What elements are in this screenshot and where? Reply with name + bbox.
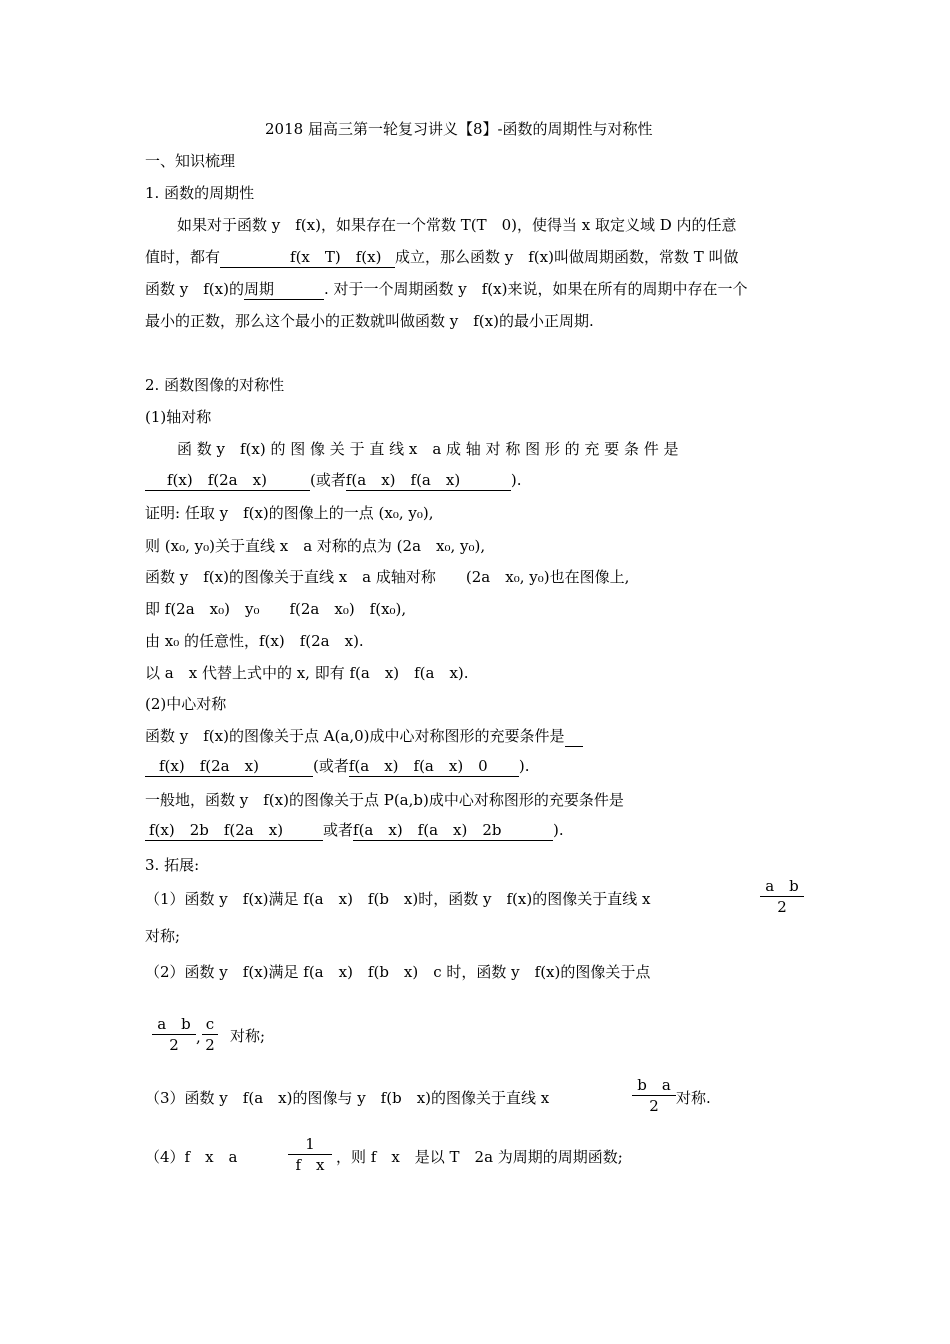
denominator: 2: [205, 1036, 215, 1054]
numerator: b a: [637, 1076, 671, 1094]
blank-answer: f(a x) f(a x): [346, 470, 511, 491]
text: (或者: [310, 471, 346, 489]
extension-item: （2）函数 y f(x)满足 f(a x) f(b x) c 时，函数 y f(x)的图像关于点: [145, 963, 651, 981]
comma: ,: [196, 1028, 201, 1046]
text: ).: [510, 471, 522, 489]
extension-item: 对称.: [676, 1089, 711, 1107]
fraction: [288, 1134, 332, 1175]
extension-item: （1）函数 y f(x)满足 f(a x) f(b x)时，函数 y f(x)的图像关于直线 x: [145, 890, 651, 908]
text: (或者: [313, 757, 349, 775]
fraction: [152, 1014, 196, 1055]
text: . 对于一个周期函数 y f(x)来说，如果在所有的周期中存在一个: [323, 280, 748, 298]
extension-item: 对称;: [230, 1027, 266, 1045]
numerator: a b: [157, 1015, 191, 1033]
fraction: [202, 1014, 218, 1055]
numerator: a b: [765, 877, 799, 895]
proof-line: 函数 y f(x)的图像关于直线 x a 成轴对称 (2a x₀, y₀)也在图像上,: [145, 568, 630, 586]
subsection-heading: (1)轴对称: [145, 408, 212, 426]
extension-item: （4）f x a: [145, 1148, 238, 1166]
section-heading: 一、知识梳理: [145, 152, 236, 170]
extension-item: （3）函数 y f(a x)的图像与 y f(b x)的图像关于直线 x: [145, 1089, 550, 1107]
proof-line: 证明: 任取 y f(x)的图像上的一点 (x₀, y₀),: [145, 504, 434, 522]
paragraph-line: [145, 820, 564, 841]
fraction: [632, 1075, 676, 1116]
blank-answer: [565, 726, 583, 747]
numerator: 1: [305, 1135, 315, 1153]
text: 成立，那么函数 y f(x)叫做周期函数，常数 T 叫做: [395, 248, 739, 266]
blank-answer: 周期: [244, 279, 324, 300]
paragraph-line: [145, 470, 521, 491]
paragraph-line: [145, 247, 739, 268]
blank-answer: f(x) f(2a x): [145, 470, 310, 491]
numerator: c: [205, 1015, 215, 1033]
blank-answer: f(a x) f(a x) 2b: [353, 820, 553, 841]
proof-line: 以 a x 代替上式中的 x, 即有 f(a x) f(a x).: [145, 664, 469, 682]
text: 函数 y f(x)的: [145, 280, 244, 298]
paragraph-line: [145, 726, 583, 747]
subsection-heading: (2)中心对称: [145, 695, 227, 713]
text: ).: [553, 821, 564, 839]
proof-line: 由 x₀ 的任意性，f(x) f(2a x).: [145, 632, 364, 650]
blank-answer: f(x) f(2a x): [145, 756, 313, 777]
blank-answer: f(x) 2b f(2a x): [145, 820, 323, 841]
text: 或者: [323, 821, 354, 839]
denominator: 2: [777, 898, 787, 916]
denominator: 2: [169, 1036, 179, 1054]
subsection-heading: 3. 拓展:: [145, 856, 200, 874]
paragraph-line: [145, 279, 747, 300]
subsection-heading: 1. 函数的周期性: [145, 184, 255, 202]
page-title: 2018 届高三第一轮复习讲义【8】-函数的周期性与对称性: [265, 120, 653, 138]
paragraph-line: [145, 756, 529, 777]
paragraph-line: 函 数 y f(x) 的 图 像 关 于 直 线 x a 成 轴 对 称 图 形 的 充 要 条 件 是: [177, 440, 679, 458]
proof-line: 则 (x₀, y₀)关于直线 x a 对称的点为 (2a x₀, y₀),: [145, 537, 486, 555]
text: ).: [518, 757, 530, 775]
extension-item: 对称;: [145, 927, 181, 945]
blank-answer: f(a x) f(a x) 0: [349, 756, 519, 777]
paragraph-line: 如果对于函数 y f(x)，如果存在一个常数 T(T 0)，使得当 x 取定义域 D 内的任意: [177, 216, 737, 234]
paragraph-line: 一般地，函数 y f(x)的图像关于点 P(a,b)成中心对称图形的充要条件是: [145, 791, 624, 809]
fraction: [760, 876, 804, 917]
text: 函数 y f(x)的图像关于点 A(a,0)成中心对称图形的充要条件是: [145, 727, 565, 745]
blank-answer: f(x T) f(x): [220, 247, 395, 268]
proof-line: 即 f(2a x₀) y₀ f(2a x₀) f(x₀),: [145, 600, 407, 618]
denominator: f x: [295, 1156, 325, 1174]
subsection-heading: 2. 函数图像的对称性: [145, 376, 285, 394]
extension-item: ，则 f x 是以 T 2a 为周期的周期函数;: [336, 1148, 623, 1166]
denominator: 2: [649, 1097, 659, 1115]
paragraph-line: 最小的正数，那么这个最小的正数就叫做函数 y f(x)的最小正周期.: [145, 312, 594, 330]
text: 值时，都有: [145, 248, 221, 266]
